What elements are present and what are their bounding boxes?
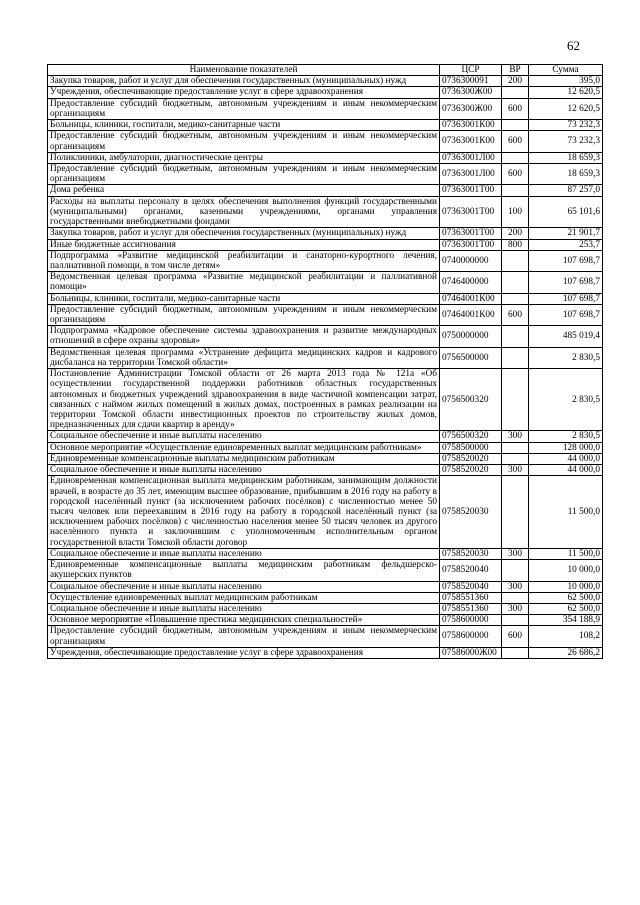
cell-name: Подпрограмма «Кадровое обеспечение системы здравоохранения и развитие международных отношений в сфере охраны здоровья» [48,326,440,347]
cell-vr [502,615,529,626]
table-row [48,163,603,184]
cell-vr: 300 [502,431,529,442]
cell-name: Предоставление субсидий бюджетным, автономным учреждениям и иным некоммерческим организациям [48,304,440,325]
cell-csr: 0758520030 [440,476,502,549]
cell-csr: 0758520020 [440,453,502,464]
cell-name: Предоставление субсидий бюджетным, автономным учреждениям и иным некоммерческим организациям [48,163,440,184]
table-row [48,304,603,325]
cell-vr [502,476,529,549]
cell-csr: 07363001Т00 [440,228,502,239]
cell-name: Основное мероприятие «Осуществление единовременных выплат медицинским работникам» [48,442,440,453]
table-row [48,185,603,196]
budget-table [47,64,603,659]
cell-sum: 395,0 [529,76,603,87]
cell-vr: 600 [502,304,529,325]
cell-sum: 73 232,3 [529,120,603,131]
cell-csr: 0758520040 [440,560,502,581]
cell-name: Единовременная компенсационная выплата медицинским работникам, занимающим должности врачей, в возрасте до 35 лет, имеющим высшее образование, прибывшим в 2016 году на работу в городской населённый пункт (за исключением рабочих посёлков) с численностью менее 50 тысяч человек или переехавшим в 2016 году на работу в городской населённый пункт (за исключением рабочих посёлков) с численностью населения менее 50 тысяч человек из другого населённого пункта и заключившим с уполномоченным исполнительным органом государственной власти Томской области договор [48,476,440,549]
cell-vr: 300 [502,548,529,559]
cell-vr [502,347,529,368]
cell-sum: 12 620,5 [529,87,603,98]
cell-name: Ведомственная целевая программа «Развитие медицинской реабилитации и паллиативной помощи» [48,272,440,293]
cell-name: Единовременные компенсационные выплаты медицинским работникам [48,453,440,464]
cell-vr [502,647,529,658]
cell-name: Закупка товаров, работ и услуг для обеспечения государственных (муниципальных) нужд [48,76,440,87]
cell-csr: 07363001Т00 [440,239,502,250]
cell-sum: 62 500,0 [529,592,603,603]
cell-name: Ведомственная целевая программа «Устранение дефицита медицинских кадров и кадрового дисбаланса на территории Томской области» [48,347,440,368]
cell-vr: 300 [502,603,529,614]
cell-vr: 600 [502,131,529,152]
table-row [48,239,603,250]
cell-name: Социальное обеспечение и иные выплаты населению [48,431,440,442]
cell-csr: 0758520030 [440,548,502,559]
cell-name: Предоставление субсидий бюджетным, автономным учреждениям и иным некоммерческим организациям [48,626,440,647]
cell-sum: 11 500,0 [529,548,603,559]
cell-vr [502,87,529,98]
cell-csr: 0758520020 [440,465,502,476]
cell-name: Больницы, клиники, госпитали, медико-санитарные части [48,120,440,131]
cell-name: Единовременные компенсационные выплаты медицинским работникам фельдшерско-акушерских пунктов [48,560,440,581]
table-row [48,603,603,614]
table-row [48,228,603,239]
cell-csr: 0756500320 [440,369,502,431]
cell-sum: 44 000,0 [529,453,603,464]
cell-csr: 0758551360 [440,592,502,603]
cell-sum: 2 830,5 [529,431,603,442]
cell-csr: 0736300Ж00 [440,98,502,119]
cell-sum: 108,2 [529,626,603,647]
cell-vr [502,442,529,453]
cell-sum: 87 257,0 [529,185,603,196]
cell-sum: 18 659,3 [529,163,603,184]
cell-name: Закупка товаров, работ и услуг для обеспечения государственных (муниципальных) нужд [48,228,440,239]
cell-vr: 200 [502,76,529,87]
cell-vr [502,272,529,293]
table-row [48,196,603,228]
cell-csr: 0758600000 [440,615,502,626]
cell-csr: 07586000Ж00 [440,647,502,658]
table-row [48,369,603,431]
cell-csr: 0746400000 [440,272,502,293]
cell-csr: 0740000000 [440,250,502,271]
cell-vr [502,369,529,431]
cell-vr [502,250,529,271]
cell-vr: 100 [502,196,529,228]
table-row [48,431,603,442]
cell-csr: 0736300091 [440,76,502,87]
cell-sum: 18 659,3 [529,152,603,163]
cell-csr: 0750000000 [440,326,502,347]
cell-csr: 07363001Л00 [440,163,502,184]
cell-vr: 600 [502,98,529,119]
cell-csr: 0758551360 [440,603,502,614]
table-row [48,615,603,626]
table-row [48,453,603,464]
table-row [48,476,603,549]
cell-csr: 07363001К00 [440,131,502,152]
cell-vr: 300 [502,581,529,592]
table-row [48,98,603,119]
table-row [48,152,603,163]
cell-sum: 10 000,0 [529,560,603,581]
cell-vr [502,185,529,196]
header-sum: Сумма [529,65,603,76]
page-number: 62 [567,38,580,53]
cell-sum: 107 698,7 [529,304,603,325]
table-row [48,272,603,293]
cell-vr [502,326,529,347]
cell-csr: 07464001К00 [440,304,502,325]
cell-sum: 107 698,7 [529,293,603,304]
cell-vr: 200 [502,228,529,239]
cell-vr: 300 [502,465,529,476]
table-row [48,347,603,368]
cell-name: Осуществление единовременных выплат медицинским работникам [48,592,440,603]
cell-sum: 354 188,9 [529,615,603,626]
cell-name: Подпрограмма «Развитие медицинской реабилитации и санаторно-курортного лечения, паллиативной помощи, в том числе детям» [48,250,440,271]
header-name: Наименование показателей [48,65,440,76]
cell-sum: 65 101,6 [529,196,603,228]
cell-vr: 600 [502,626,529,647]
table-row [48,326,603,347]
cell-sum: 10 000,0 [529,581,603,592]
table-row [48,293,603,304]
cell-sum: 12 620,5 [529,98,603,119]
cell-sum: 485 019,4 [529,326,603,347]
cell-csr: 0756500000 [440,347,502,368]
cell-name: Основное мероприятие «Повышение престижа медицинских специальностей» [48,615,440,626]
cell-vr: 600 [502,163,529,184]
cell-name: Социальное обеспечение и иные выплаты населению [48,603,440,614]
table-row [48,76,603,87]
cell-name: Учреждения, обеспечивающие предоставление услуг в сфере здравоохранения [48,647,440,658]
cell-name: Расходы на выплаты персоналу в целях обеспечения выполнения функций государственными (муниципальными) органами, казенными учреждениями, органами управления государственными внебюджетными фондами [48,196,440,228]
cell-csr: 07363001Л00 [440,152,502,163]
cell-sum: 73 232,3 [529,131,603,152]
cell-vr [502,453,529,464]
cell-csr: 0736300Ж00 [440,87,502,98]
cell-csr: 07363001Т00 [440,196,502,228]
table-row [48,120,603,131]
cell-csr: 0758600000 [440,626,502,647]
cell-csr: 0758520040 [440,581,502,592]
table-row [48,131,603,152]
cell-vr [502,120,529,131]
cell-sum: 2 830,5 [529,347,603,368]
cell-csr: 0756500320 [440,431,502,442]
cell-vr: 800 [502,239,529,250]
cell-name: Социальное обеспечение и иные выплаты населению [48,465,440,476]
cell-name: Социальное обеспечение и иные выплаты населению [48,548,440,559]
table-row [48,442,603,453]
cell-name: Предоставление субсидий бюджетным, автономным учреждениям и иным некоммерческим организациям [48,98,440,119]
table-row [48,250,603,271]
cell-sum: 2 830,5 [529,369,603,431]
cell-name: Поликлиники, амбулатории, диагностические центры [48,152,440,163]
cell-sum: 44 000,0 [529,465,603,476]
cell-name: Иные бюджетные ассигнования [48,239,440,250]
table-row [48,647,603,658]
cell-sum: 107 698,7 [529,250,603,271]
table-row [48,87,603,98]
cell-sum: 11 500,0 [529,476,603,549]
cell-sum: 128 000,0 [529,442,603,453]
cell-csr: 0758500000 [440,442,502,453]
cell-sum: 21 901,7 [529,228,603,239]
cell-vr [502,293,529,304]
cell-sum: 26 686,2 [529,647,603,658]
table-row [48,548,603,559]
table-row [48,592,603,603]
cell-name: Постановление Администрации Томской области от 26 марта 2013 года № 121а «Об осуществлении государственной поддержки работников областных государственных автономных и бюджетных учреждений здравоохранения в виде частичной компенсации затрат, связанных с наймом жилых помещений в жилых домах, построенных в рамках реализации на территории Томской области инвестиционных проектов по строительству жилых домов, предназначенных для сдачи квартир в аренду» [48,369,440,431]
table-row [48,465,603,476]
header-vr: ВР [502,65,529,76]
cell-csr: 07363001К00 [440,120,502,131]
cell-vr [502,560,529,581]
cell-vr [502,592,529,603]
header-csr: ЦСР [440,65,502,76]
cell-csr: 07464001К00 [440,293,502,304]
cell-name: Дома ребенка [48,185,440,196]
table-row [48,560,603,581]
table-row [48,581,603,592]
cell-vr [502,152,529,163]
cell-csr: 07363001Т00 [440,185,502,196]
table-header-row [48,65,603,76]
cell-sum: 62 500,0 [529,603,603,614]
cell-name: Социальное обеспечение и иные выплаты населению [48,581,440,592]
cell-name: Учреждения, обеспечивающие предоставление услуг в сфере здравоохранения [48,87,440,98]
cell-name: Предоставление субсидий бюджетным, автономным учреждениям и иным некоммерческим организациям [48,131,440,152]
cell-name: Больницы, клиники, госпитали, медико-санитарные части [48,293,440,304]
cell-sum: 253,7 [529,239,603,250]
cell-sum: 107 698,7 [529,272,603,293]
table-row [48,626,603,647]
